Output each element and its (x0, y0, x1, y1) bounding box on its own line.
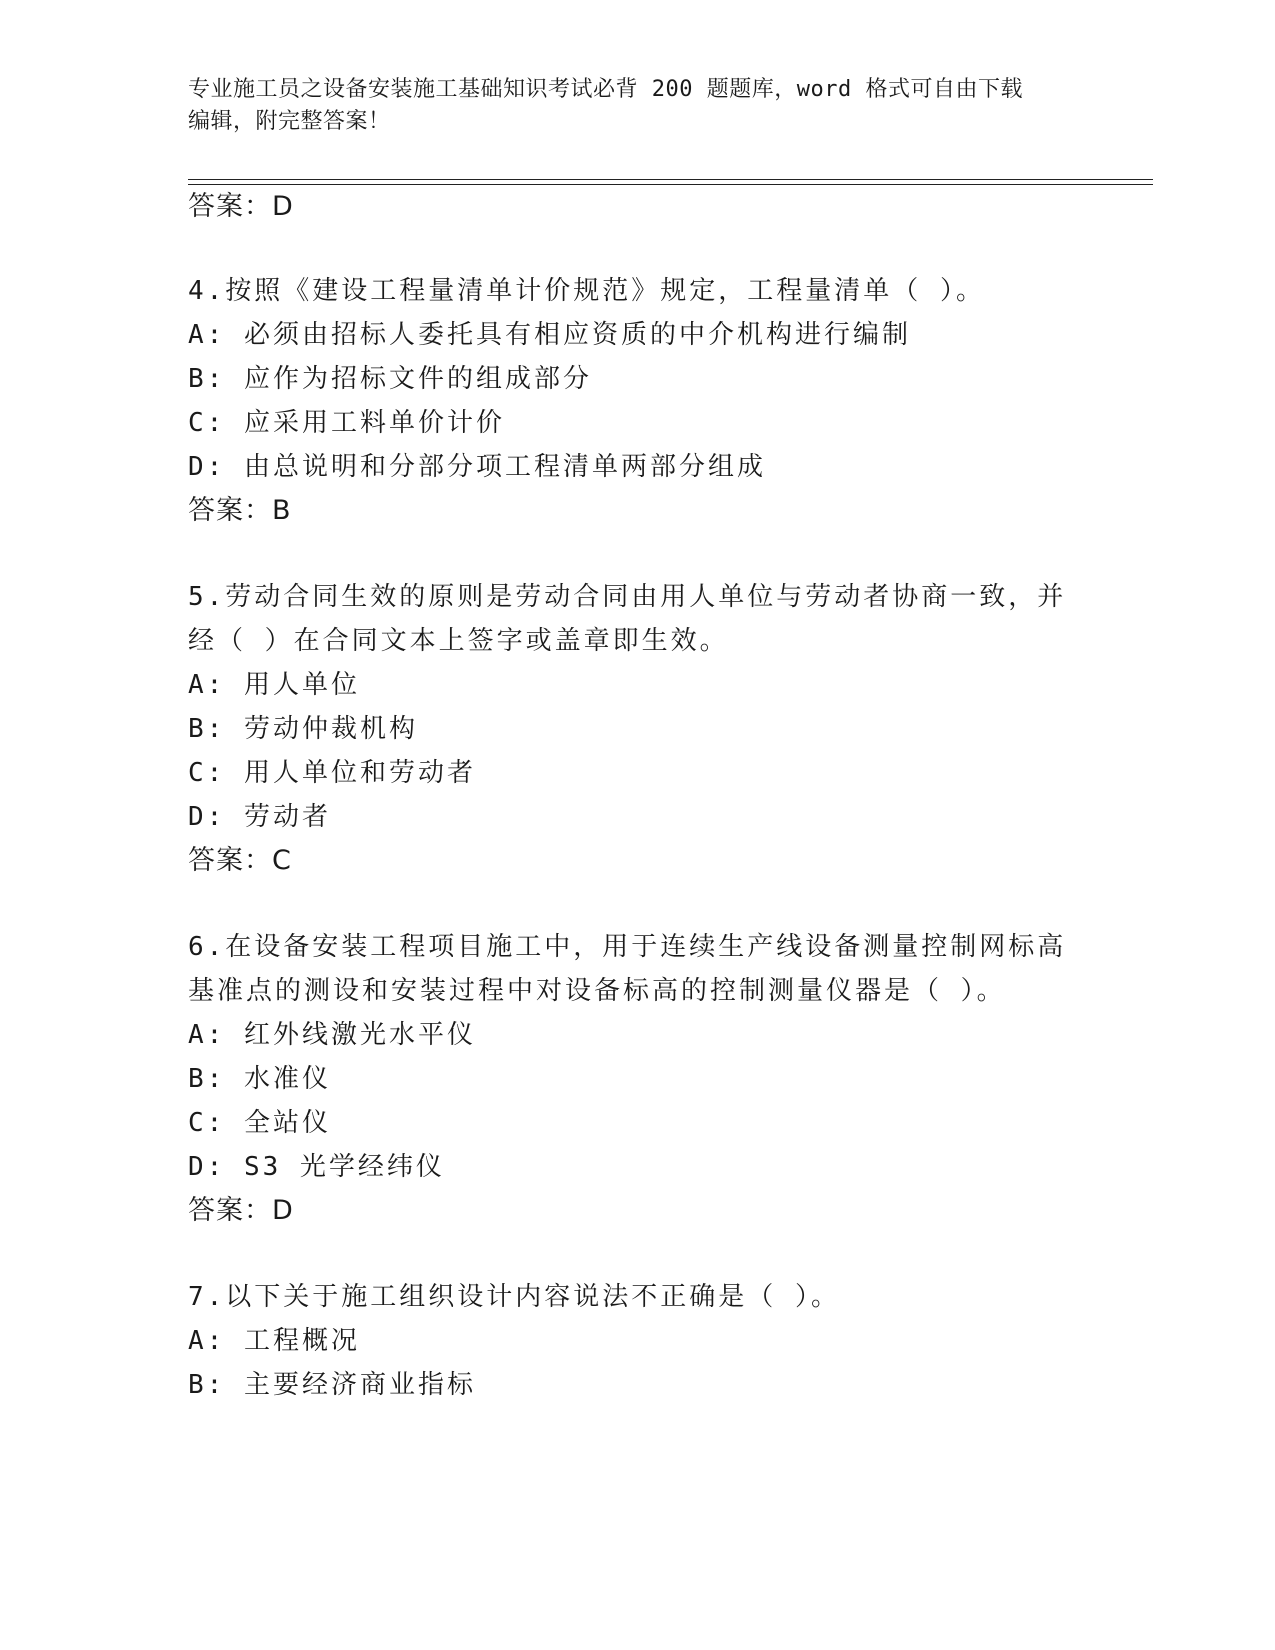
document-header (188, 74, 1068, 138)
question-5-option-a: A: 用人单位 (188, 670, 360, 700)
question-4-option-a: A: 必须由招标人委托具有相应资质的中介机构进行编制 (188, 320, 911, 350)
question-5-stem-line-2: 经（ ）在合同文本上签字或盖章即生效。 (188, 626, 729, 656)
question-7-option-b: B: 主要经济商业指标 (188, 1370, 476, 1400)
question-4-answer: 答案：B (188, 495, 292, 526)
question-6-option-d: D: S3 光学经纬仪 (188, 1152, 445, 1182)
question-5-option-c: C: 用人单位和劳动者 (188, 758, 476, 788)
header-divider-top (188, 179, 1153, 180)
question-6-stem-line-1: 6.在设备安装工程项目施工中，用于连续生产线设备测量控制网标高 (188, 932, 1067, 962)
question-6-answer: 答案：D (188, 1195, 294, 1226)
header-divider-bottom (188, 184, 1153, 185)
question-7-option-a: A: 工程概况 (188, 1326, 360, 1356)
question-6-option-a: A: 红外线激光水平仪 (188, 1020, 476, 1050)
question-6-option-b: B: 水准仪 (188, 1064, 331, 1094)
header-line-1: 专业施工员之设备安装施工基础知识考试必背 200 题题库，word 格式可自由下载 (188, 77, 1023, 102)
question-5-option-d: D: 劳动者 (188, 802, 331, 832)
question-4-option-d: D: 由总说明和分部分项工程清单两部分组成 (188, 452, 766, 482)
question-4-option-b: B: 应作为招标文件的组成部分 (188, 364, 592, 394)
header-line-2: 编辑，附完整答案！ (188, 109, 391, 134)
question-6-stem-line-2: 基准点的测设和安装过程中对设备标高的控制测量仪器是（ ）。 (188, 976, 1006, 1006)
question-5-answer: 答案：C (188, 845, 292, 876)
question-4-stem: 4.按照《建设工程量清单计价规范》规定，工程量清单（ ）。 (188, 276, 985, 306)
question-6-option-c: C: 全站仪 (188, 1108, 331, 1138)
question-7-stem: 7.以下关于施工组织设计内容说法不正确是（ ）。 (188, 1282, 840, 1312)
question-4-option-c: C: 应采用工料单价计价 (188, 408, 505, 438)
question-5-option-b: B: 劳动仲裁机构 (188, 714, 418, 744)
previous-answer: 答案：D (188, 191, 294, 222)
question-5-stem-line-1: 5.劳动合同生效的原则是劳动合同由用人单位与劳动者协商一致，并 (188, 582, 1067, 612)
